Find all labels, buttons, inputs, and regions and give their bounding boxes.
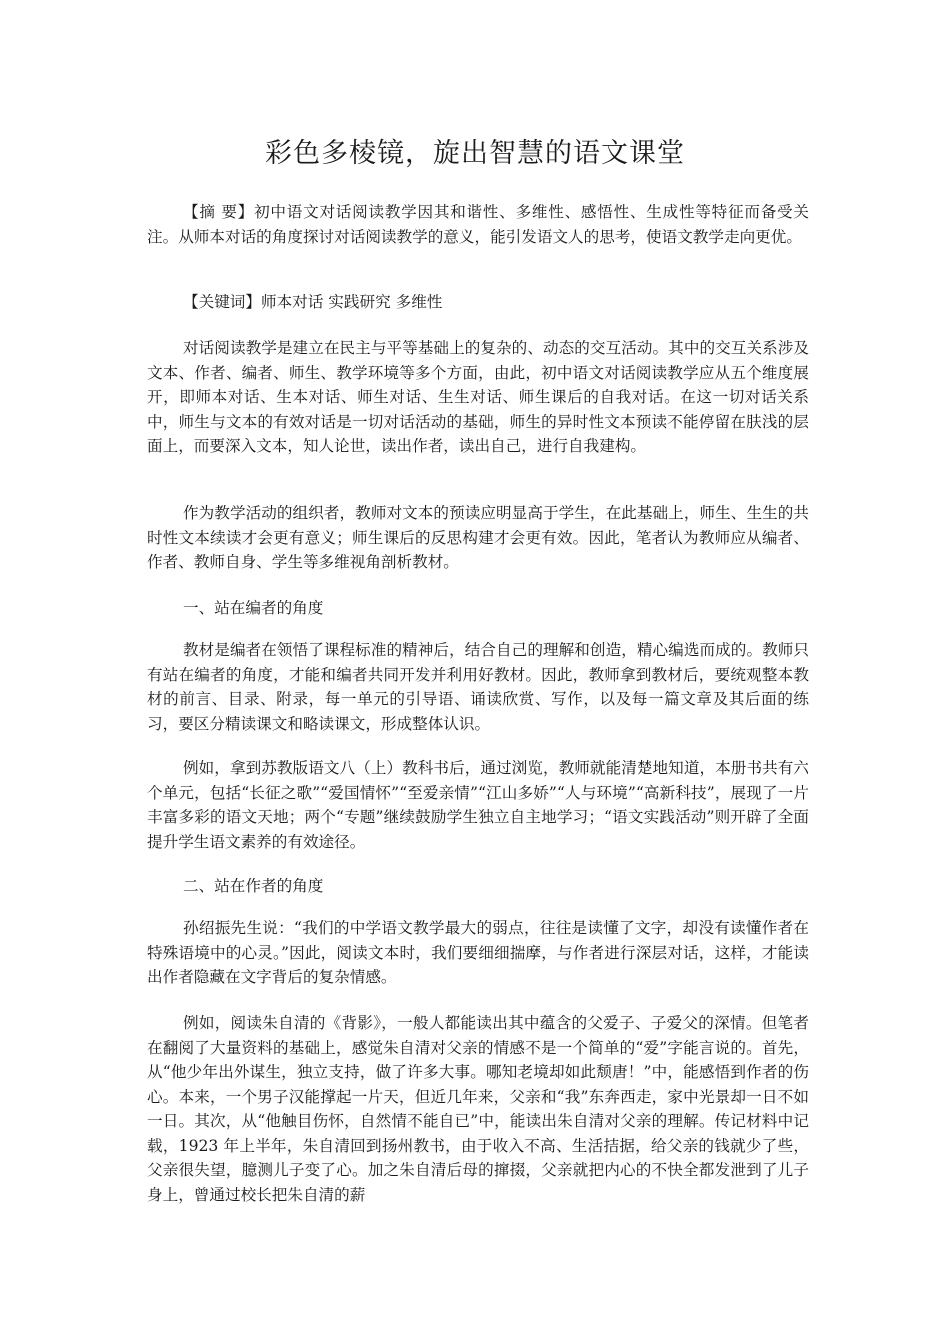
body-paragraph-3: 教材是编者在领悟了课程标准的精神后，结合自己的理解和创造，精心编选而成的。教师只有站在编者的角度，才能和编者共同开发并利用好教材。因此，教师拿到教材后，要统观整本教材的前言、目录、附录，每一单元的引导语、诵读欣赏、写作，以及每一篇文章及其后面的练习，要区分精读课文和略读课文，形成整体认识。 <box>147 641 809 733</box>
body-paragraph-4: 例如，拿到苏教版语文八（上）教科书后，通过浏览，教师就能清楚地知道，本册书共有六个单元，包括“长征之歌”“爱国情怀”“至爱亲情”“江山多娇”“人与环境”“高新科技”，展现了一片丰富多彩的语文天地；两个“专题”继续鼓励学生独立自主地学习；“语文实践活动”则开辟了全面提升学生语文素养的有效途径。 <box>147 759 809 851</box>
section-heading-1: 一、站在编者的角度 <box>183 599 324 617</box>
body-paragraph-1: 对话阅读教学是建立在民主与平等基础上的复杂的、动态的交互活动。其中的交互关系涉及文本、作者、编者、师生、教学环境等多个方面，由此，初中语文对话阅读教学应从五个维度展开，即师本对话、生本对话、师生对话、生生对话、师生课后的自我对话。在这一切对话关系中，师生与文本的有效对话是一切对话活动的基础，师生的异时性文本预读不能停留在肤浅的层面上，而要深入文本，知人论世，读出作者，读出自己，进行自我建构。 <box>147 339 809 455</box>
document-title: 彩色多棱镜，旋出智慧的语文课堂 <box>265 138 685 169</box>
section-heading-2: 二、站在作者的角度 <box>183 877 324 895</box>
body-paragraph-6: 例如，阅读朱自清的《背影》，一般人都能读出其中蕴含的父爱子、子爱父的深情。但笔者在翻阅了大量资料的基础上，感觉朱自清对父亲的情感不是一个简单的“爱”字能言说的。首先，从“他少年出外谋生，独立支持，做了许多大事。哪知老境却如此颓唐！”中，能感悟到作者的伤心。本来，一个男子汉能撑起一片天，但近几年来，父亲和“我”东奔西走，家中光景却一日不如一日。其次，从“他触目伤怀，自然情不能自已”中，能读出朱自清对父亲的理解。传记材料中记载，1923 年上半年，朱自清回到扬州教书，由于收入不高、生活拮据，给父亲的钱就少了些，父亲很失望，臆测儿子变了心。加之朱自清后母的撺掇，父亲就把内心的不快全都发泄到了儿子身上，曾通过校长把朱自清的薪 <box>147 1014 809 1204</box>
body-paragraph-2: 作为教学活动的组织者，教师对文本的预读应明显高于学生，在此基础上，师生、生生的共时性文本续读才会更有意义；师生课后的反思构建才会更有效。因此，笔者认为教师应从编者、作者、教师自身、学生等多维视角剖析教材。 <box>147 504 809 571</box>
abstract-paragraph: 【摘 要】初中语文对话阅读教学因其和谐性、多维性、感悟性、生成性等特征而备受关注。从师本对话的角度探讨对话阅读教学的意义，能引发语文人的思考，使语文教学走向更优。 <box>147 203 809 246</box>
keywords-paragraph: 【关键词】师本对话 实践研究 多维性 <box>183 293 443 311</box>
body-paragraph-5: 孙绍振先生说：“我们的中学语文教学最大的弱点，往往是读懂了文字，却没有读懂作者在特殊语境中的心灵。”因此，阅读文本时，我们要细细揣摩，与作者进行深层对话，这样，才能读出作者隐藏在文字背后的复杂情感。 <box>147 919 809 986</box>
